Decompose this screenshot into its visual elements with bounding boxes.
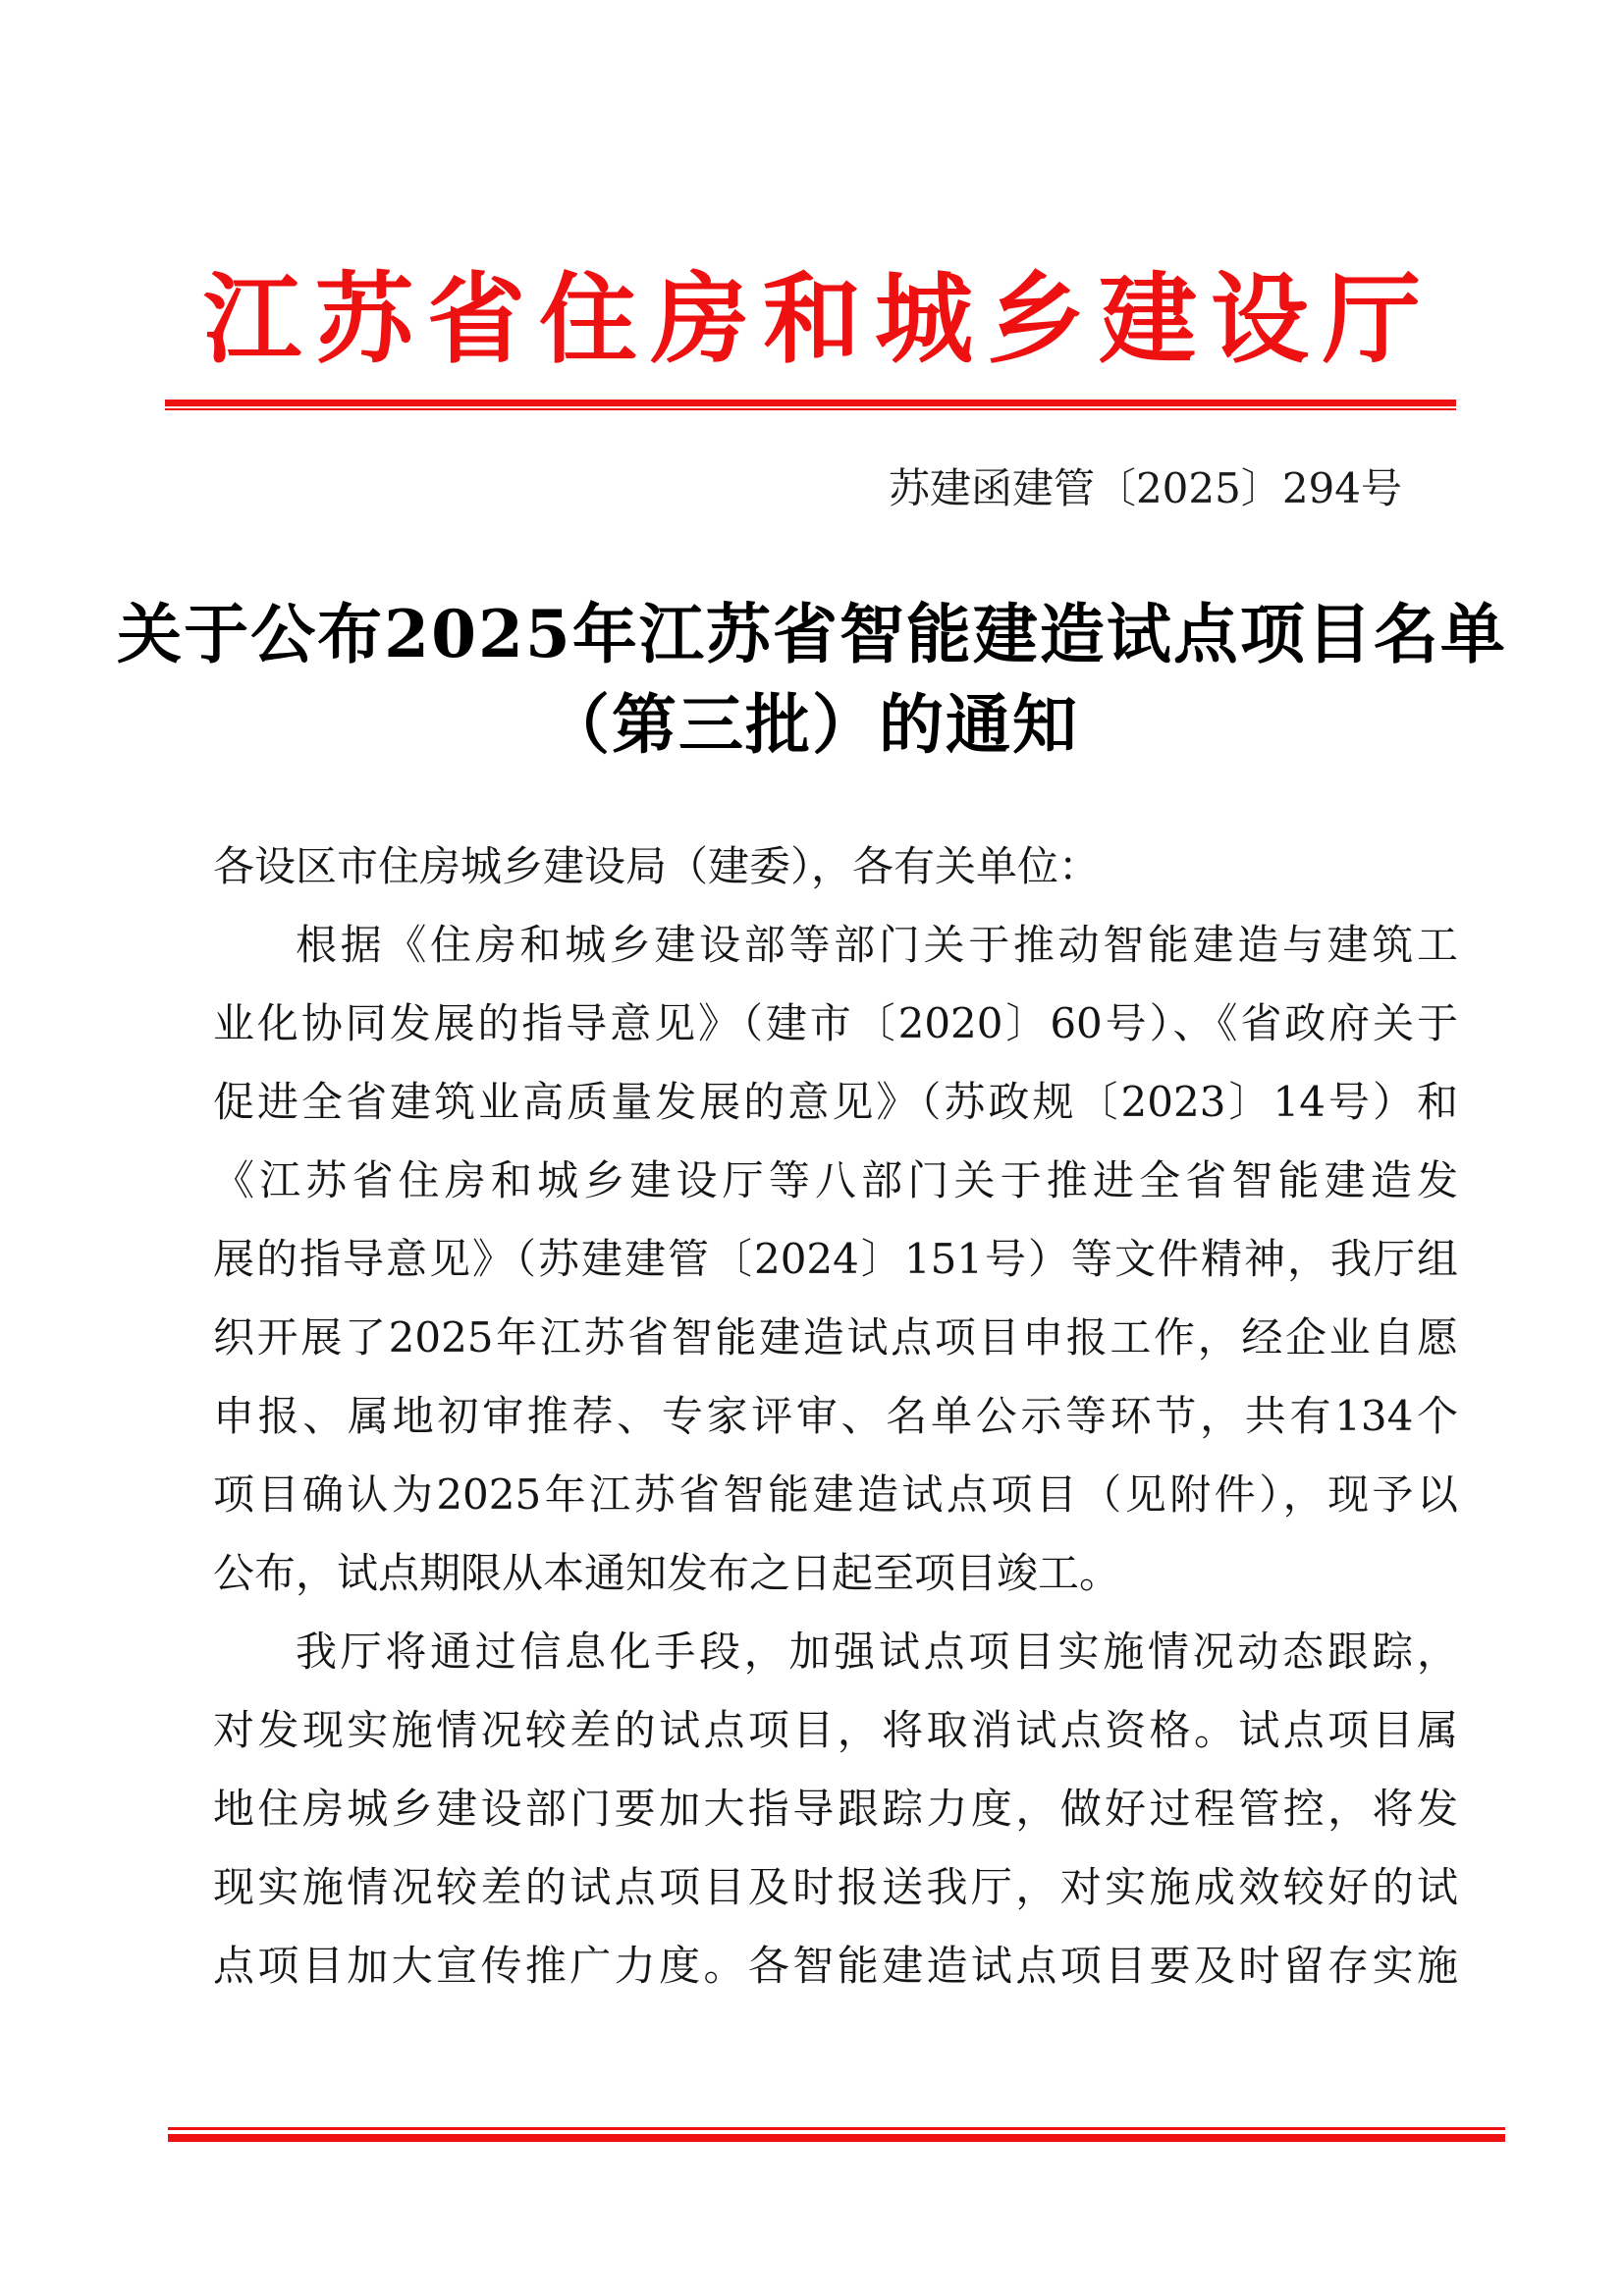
footer-thick-bar bbox=[168, 2134, 1505, 2142]
footer-divider-rule bbox=[168, 2127, 1505, 2142]
body-line: 公布，试点期限从本通知发布之日起至项目竣工。 bbox=[213, 1549, 1121, 1597]
agency-letterhead-title: 江苏省住房和城乡建设厅 bbox=[203, 261, 1435, 377]
body-line: 点项目加大宣传推广力度。各智能建造试点项目要及时留存实施 bbox=[213, 1942, 1458, 1990]
body-line: 申报、属地初审推荐、专家评审、名单公示等环节，共有134个 bbox=[213, 1392, 1458, 1440]
body-line: 织开展了2025年江苏省智能建造试点项目申报工作，经企业自愿 bbox=[213, 1313, 1458, 1362]
divider-thin-bar bbox=[165, 408, 1456, 410]
body-line: 展的指导意见》（苏建建管〔2024〕151号）等文件精神，我厅组 bbox=[213, 1235, 1458, 1283]
letterhead-divider-rule bbox=[165, 400, 1456, 410]
body-line: 地住房城乡建设部门要加大指导跟踪力度，做好过程管控，将发 bbox=[213, 1785, 1458, 1833]
document-title-line1: 关于公布2025年江苏省智能建造试点项目名单 bbox=[117, 596, 1507, 672]
body-text bbox=[213, 828, 1458, 2005]
body-line: 《江苏省住房和城乡建设厅等八部门关于推进全省智能建造发 bbox=[213, 1156, 1458, 1204]
document-title bbox=[0, 589, 1624, 770]
document-reference-number: 苏建函建管〔2025〕294号 bbox=[888, 464, 1402, 512]
body-line: 现实施情况较差的试点项目及时报送我厅，对实施成效较好的试 bbox=[213, 1863, 1458, 1911]
body-line: 促进全省建筑业高质量发展的意见》（苏政规〔2023〕14号）和 bbox=[213, 1078, 1458, 1126]
body-line: 项目确认为2025年江苏省智能建造试点项目（见附件），现予以 bbox=[213, 1470, 1458, 1519]
body-line: 对发现实施情况较差的试点项目，将取消试点资格。试点项目属 bbox=[213, 1706, 1458, 1754]
body-line: 各设区市住房城乡建设局（建委），各有关单位： bbox=[213, 842, 1101, 890]
divider-thick-bar bbox=[165, 400, 1456, 406]
document-title-line2: （第三批）的通知 bbox=[545, 686, 1079, 763]
body-line: 业化协同发展的指导意见》（建市〔2020〕60号）、《省政府关于 bbox=[213, 999, 1458, 1047]
body-line: 我厅将通过信息化手段，加强试点项目实施情况动态跟踪， bbox=[296, 1628, 1458, 1676]
body-line: 根据《住房和城乡建设部等部门关于推动智能建造与建筑工 bbox=[296, 921, 1458, 969]
